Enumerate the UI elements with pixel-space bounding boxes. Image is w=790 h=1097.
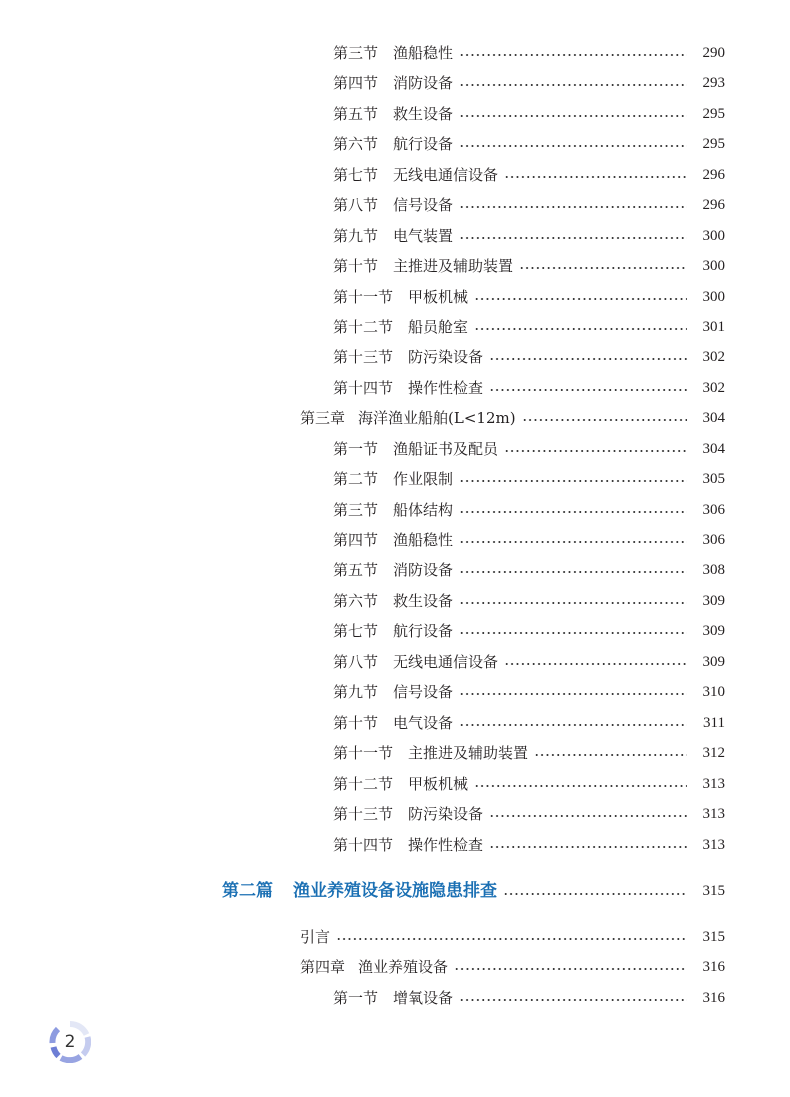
toc-entry-page: 315 [702,883,725,899]
toc-entry-number: 第一节 [333,989,379,1007]
toc-entry-title: 渔业养殖设备 [358,958,449,976]
toc-entry-title: 防污染设备 [408,348,484,366]
toc-entry-title: 航行设备 [393,135,454,153]
dot-leader [459,237,687,239]
dot-leader [336,938,687,940]
toc-entry-title: 增氧设备 [393,989,454,1007]
toc-entry-number: 第五节 [333,561,379,579]
toc-entry-page: 313 [702,806,725,822]
toc-entry-title: 信号设备 [393,196,454,214]
toc-entry-section[interactable] [0,680,790,704]
toc-entry-label [333,224,453,248]
toc-entry-number: 第七节 [333,166,379,184]
toc-entry-number: 第十一节 [333,288,394,306]
dot-leader [504,450,687,452]
toc-entry-number: 第三章 [300,409,346,427]
toc-entry-section[interactable] [0,467,790,491]
toc-entry-section[interactable] [0,498,790,522]
toc-entry-number: 第八节 [333,196,379,214]
toc-entry-page: 315 [702,929,725,945]
toc-entry-number: 第十二节 [333,318,394,336]
toc-entry-label [300,406,516,430]
toc-entry-number: 第十节 [333,714,379,732]
dot-leader [454,968,687,970]
toc-entry-number: 第十二节 [333,775,394,793]
toc-entry-page: 313 [702,837,725,853]
toc-entry-number: 第十三节 [333,348,394,366]
toc-entry-page: 306 [702,502,725,518]
toc-entry-title: 引言 [300,928,331,946]
dot-leader [459,541,687,543]
toc-entry-section[interactable] [0,437,790,461]
dot-leader [459,632,687,634]
toc-entry-section[interactable] [0,589,790,613]
toc-entry-number: 第六节 [333,135,379,153]
toc-entry-title: 作业限制 [393,470,454,488]
toc-entry-number: 第九节 [333,683,379,701]
dot-leader [489,815,687,817]
toc-entry-label [333,376,483,400]
toc-entry-label [333,132,453,156]
toc-entry-label [333,193,453,217]
toc-entry-label [333,558,453,582]
dot-leader [519,267,687,269]
toc-entry-label [333,650,498,674]
dot-leader [459,693,687,695]
dot-leader [474,785,687,787]
toc-entry-section[interactable] [0,163,790,187]
toc-entry-page: 296 [702,167,725,183]
toc-entry-intro[interactable] [0,925,790,949]
toc-entry-page: 312 [702,745,725,761]
page-number-badge [49,1021,91,1063]
toc-entry-page: 309 [702,654,725,670]
toc-entry-section[interactable] [0,558,790,582]
dot-leader [503,893,687,895]
toc-entry-section[interactable] [0,254,790,278]
toc-entry-label [333,741,528,765]
toc-entry-section[interactable] [0,711,790,735]
toc-entry-label [333,41,453,65]
toc-entry-page: 300 [702,289,725,305]
toc-entry-page: 304 [702,410,725,426]
toc-entry-section[interactable] [0,193,790,217]
toc-entry-page: 300 [702,228,725,244]
toc-entry-page: 295 [702,136,725,152]
page-number: 2 [64,1032,76,1052]
toc-entry-label [333,102,453,126]
toc-entry-title: 操作性检查 [408,379,484,397]
dot-leader [504,176,687,178]
toc-entry-section[interactable] [0,376,790,400]
toc-entry-title: 信号设备 [393,683,454,701]
dot-leader [459,54,687,56]
dot-leader [459,511,687,513]
dot-leader [459,999,687,1001]
dot-leader [459,145,687,147]
toc-entry-page: 302 [702,349,725,365]
dot-leader [534,754,687,756]
toc-entry-number: 第五节 [333,105,379,123]
toc-entry-section[interactable] [0,71,790,95]
dot-leader [459,480,687,482]
toc-entry-number: 第十一节 [333,744,394,762]
dot-leader [459,602,687,604]
toc-entry-number: 第三节 [333,501,379,519]
dot-leader [474,298,687,300]
toc-entry-label [333,315,468,339]
toc-entry-section[interactable] [0,285,790,309]
toc-entry-section[interactable] [0,345,790,369]
toc-entry-number: 第一节 [333,440,379,458]
toc-entry-section[interactable] [0,833,790,857]
dot-leader [474,328,687,330]
toc-entry-page: 310 [702,684,725,700]
toc-entry-number: 第八节 [333,653,379,671]
toc-entry-number: 第六节 [333,592,379,610]
toc-entry-label [333,833,483,857]
toc-entry-label [300,955,448,979]
toc-entry-label [333,345,483,369]
toc-entry-page: 313 [702,776,725,792]
toc-entry-label [333,986,453,1010]
toc-entry-part[interactable] [0,879,790,903]
dot-leader [522,419,687,421]
dot-leader [489,358,687,360]
dot-leader [459,84,687,86]
toc-entry-page: 309 [702,593,725,609]
dot-leader [489,846,687,848]
toc-entry-page: 301 [702,319,725,335]
toc-entry-title: 船员舱室 [408,318,469,336]
dot-leader [459,724,687,726]
toc-entry-page: 306 [702,532,725,548]
toc-entry-label [333,802,483,826]
dot-leader [459,571,687,573]
dot-leader [489,389,687,391]
toc-entry-number: 第九节 [333,227,379,245]
toc-entry-title: 主推进及辅助装置 [408,744,529,762]
toc-entry-label [333,498,453,522]
toc-entry-label [333,467,453,491]
toc-entry-title: 甲板机械 [408,288,469,306]
toc-entry-page: 300 [702,258,725,274]
toc-entry-section[interactable] [0,741,790,765]
toc-entry-title: 甲板机械 [408,775,469,793]
toc-entry-title: 救生设备 [393,105,454,123]
toc-entry-number: 第十三节 [333,805,394,823]
toc-entry-title: 电气设备 [393,714,454,732]
toc-entry-title: 无线电通信设备 [393,653,499,671]
toc-entry-label [222,879,497,903]
toc-entry-chapter[interactable] [0,955,790,979]
toc-entry-title: 航行设备 [393,622,454,640]
toc-entry-section[interactable] [0,224,790,248]
toc-entry-section[interactable] [0,315,790,339]
toc-entry-number: 第四节 [333,74,379,92]
toc-entry-chapter[interactable] [0,406,790,430]
toc-entry-number: 第十四节 [333,379,394,397]
toc-entry-title: 电气装置 [393,227,454,245]
toc-entry-section[interactable] [0,619,790,643]
toc-entry-page: 308 [702,562,725,578]
toc-entry-section[interactable] [0,802,790,826]
toc-entry-title: 渔船稳性 [393,44,454,62]
toc-entry-page: 302 [702,380,725,396]
toc-entry-label [333,254,513,278]
toc-entry-label [333,437,498,461]
toc-entry-page: 311 [703,715,725,731]
toc-entry-number: 第十节 [333,257,379,275]
toc-entry-title: 消防设备 [393,561,454,579]
toc-entry-title: 操作性检查 [408,836,484,854]
toc-entry-number: 第四节 [333,531,379,549]
toc-entry-title: 渔船证书及配员 [393,440,499,458]
toc-entry-number: 第七节 [333,622,379,640]
toc-entry-section[interactable] [0,132,790,156]
toc-entry-label [333,711,453,735]
toc-entry-title: 渔业养殖设备设施隐患排查 [293,881,497,901]
toc-entry-page: 316 [702,990,725,1006]
toc-entry-number: 第二节 [333,470,379,488]
toc-entry-label [333,619,453,643]
toc-entry-title: 渔船稳性 [393,531,454,549]
toc-entry-label [333,71,453,95]
dot-leader [504,663,687,665]
toc-entry-label [333,528,453,552]
toc-entry-title: 船体结构 [393,501,454,519]
toc-entry-section[interactable] [0,986,790,1010]
toc-entry-label [333,680,453,704]
toc-entry-title: 海洋渔业船舶(L<12m) [358,409,516,427]
toc-entry-page: 316 [702,959,725,975]
toc-entry-title: 消防设备 [393,74,454,92]
toc-entry-page: 295 [702,106,725,122]
toc-entry-page: 290 [702,45,725,61]
toc-entry-label [333,163,498,187]
toc-entry-page: 293 [702,75,725,91]
toc-entry-title: 防污染设备 [408,805,484,823]
toc-entry-title: 救生设备 [393,592,454,610]
toc-entry-title: 主推进及辅助装置 [393,257,514,275]
toc-entry-page: 309 [702,623,725,639]
toc-entry-label [333,772,468,796]
toc-entry-title: 无线电通信设备 [393,166,499,184]
toc-entry-number: 第二篇 [222,881,273,901]
toc-entry-page: 304 [702,441,725,457]
toc-entry-section[interactable] [0,772,790,796]
toc-entry-label [333,589,453,613]
toc-entry-section[interactable] [0,41,790,65]
dot-leader [459,206,687,208]
toc-entry-section[interactable] [0,102,790,126]
toc-entry-section[interactable] [0,650,790,674]
toc-entry-page: 296 [702,197,725,213]
toc-entry-label [333,285,468,309]
toc-entry-number: 第十四节 [333,836,394,854]
toc-entry-label [300,925,330,949]
toc-entry-number: 第三节 [333,44,379,62]
toc-entry-number: 第四章 [300,958,346,976]
dot-leader [459,115,687,117]
toc-entry-section[interactable] [0,528,790,552]
toc-entry-page: 305 [702,471,725,487]
